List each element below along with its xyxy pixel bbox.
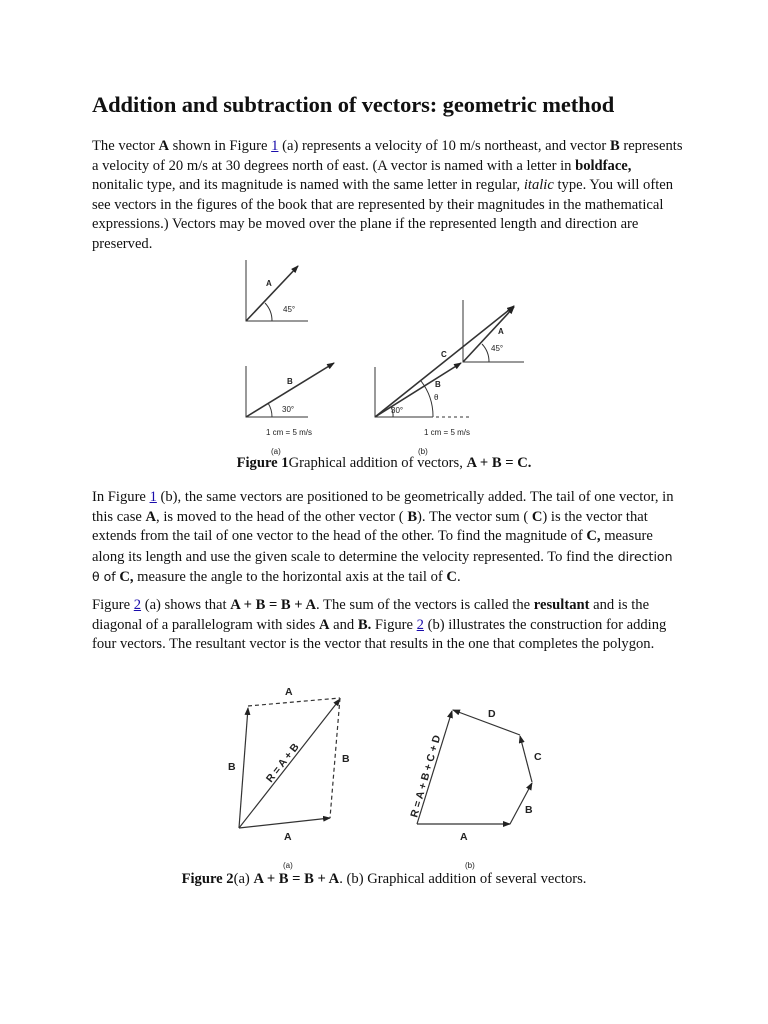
text-segment: C <box>446 569 457 586</box>
theta-label: θ <box>434 393 439 402</box>
label-a: A <box>460 831 468 843</box>
text-segment: A <box>318 616 330 633</box>
angle-label: 30° <box>282 405 295 414</box>
caption-text: . (b) Graphical addition of several vectors. <box>339 871 587 887</box>
caption-label: Figure 1 <box>236 455 289 471</box>
label-c: C <box>441 350 447 359</box>
text-segment: C <box>531 508 543 525</box>
label-b: B <box>525 804 533 816</box>
scale-label: 1 cm = 5 m/s <box>424 428 471 437</box>
text-segment: (a) shows that <box>141 597 231 613</box>
text-segment: (b), the same vectors are positioned to be geometrically added. The tail of one vector, in this case <box>92 489 674 525</box>
label-b: B <box>228 761 236 773</box>
text-segment: ) is the vector that extends from the tail of one vector to the head of the other. To find the magnitude of <box>92 508 648 545</box>
text-segment: Figure <box>92 597 134 613</box>
subfigure-label-a: (a) <box>283 861 293 870</box>
caption-text: (a) <box>233 871 254 887</box>
angle-label: 30° <box>391 406 404 415</box>
text-segment: B <box>609 138 620 154</box>
text-segment: nonitalic type, and its magnitude is named with the same letter in regular, <box>92 177 524 194</box>
text-segment: B. <box>357 616 372 633</box>
text-segment: measure along its length and use the given scale to determine the velocity represented. To find <box>92 528 653 565</box>
subfigure-label-a: (a) <box>271 447 281 456</box>
caption-label: Figure 2 <box>181 871 234 887</box>
caption-text: Graphical addition of vectors, <box>288 455 467 471</box>
text-segment: (b) illustrates the construction for adding four vectors. The resultant vector is the vector that results in the one that completes the polygon. <box>92 616 667 653</box>
vector-d <box>453 710 520 735</box>
resultant-label: R = A + B <box>263 741 302 785</box>
caption-equation: A + B = C. <box>466 455 532 471</box>
label-d: D <box>488 708 496 720</box>
text-segment: . The sum of the vectors is called the <box>316 597 534 613</box>
caption-equation: A + B = B + A <box>253 871 340 887</box>
text-segment: boldface, <box>575 157 632 174</box>
text-segment: Figure <box>371 616 417 633</box>
figure-2-caption <box>0 871 768 888</box>
vector-b <box>239 708 248 828</box>
text-segment: B <box>407 508 418 525</box>
text-segment: ). The vector sum ( <box>417 508 532 525</box>
scale-label: 1 cm = 5 m/s <box>266 428 313 437</box>
label-b: B <box>342 753 350 765</box>
figure-link[interactable]: 2 <box>416 616 424 633</box>
text-segment: resultant <box>533 597 590 613</box>
text-segment: and is the diagonal of a parallelogram with sides <box>92 597 650 633</box>
subfigure-label-b: (b) <box>418 447 428 456</box>
dashed-a <box>248 698 340 706</box>
figure-link[interactable]: 1 <box>149 489 157 505</box>
vector-a <box>239 818 330 828</box>
label-a: A <box>284 831 292 843</box>
text-segment: italic <box>523 177 554 194</box>
text-segment: A + B = B + A <box>230 597 317 613</box>
text-segment: and <box>329 616 358 633</box>
figure-link[interactable]: 2 <box>133 597 142 613</box>
text-segment: A <box>145 508 157 525</box>
text-segment: type. You will often see vectors in the figures of the book that are represented by their magnitudes in the mathematical expressions.) Vectors may be moved over the plane if the represented length and direction are preserved. <box>92 177 674 252</box>
label-c: C <box>534 751 542 763</box>
angle-label: 45° <box>491 344 504 353</box>
text-segment: measure the angle to the horizontal axis at the tail of <box>133 569 447 586</box>
text-segment: C, <box>119 569 134 586</box>
text-segment: A <box>158 138 169 154</box>
text-segment: , is moved to the head of the other vector ( <box>156 508 408 525</box>
text-segment: (a) represents a velocity of 10 m/s northeast, and vector <box>278 138 610 154</box>
label-a: A <box>266 279 272 288</box>
label-a: A <box>498 327 504 336</box>
label-a: A <box>285 686 293 698</box>
figure-link[interactable]: 1 <box>271 138 279 154</box>
text-segment: The vector <box>92 138 159 154</box>
label-b: B <box>287 377 293 386</box>
angle-label: 45° <box>283 305 296 314</box>
text-segment: In Figure <box>92 489 150 505</box>
text-segment: the direction θ of <box>92 548 673 585</box>
text-segment: shown in Figure <box>169 138 272 154</box>
page-title: Addition and subtraction of vectors: geometric method <box>92 92 615 117</box>
vector-c <box>520 736 532 782</box>
resultant-label: R = A + B + C + D <box>408 733 444 819</box>
text-segment: C, <box>586 528 601 545</box>
label-b: B <box>435 380 441 389</box>
text-segment: represents a velocity of 20 m/s at 30 degrees north of east. (A vector is named with a letter in <box>92 138 683 174</box>
dashed-b <box>330 698 340 818</box>
text-segment: . <box>456 569 461 586</box>
subfigure-label-b: (b) <box>465 861 475 870</box>
